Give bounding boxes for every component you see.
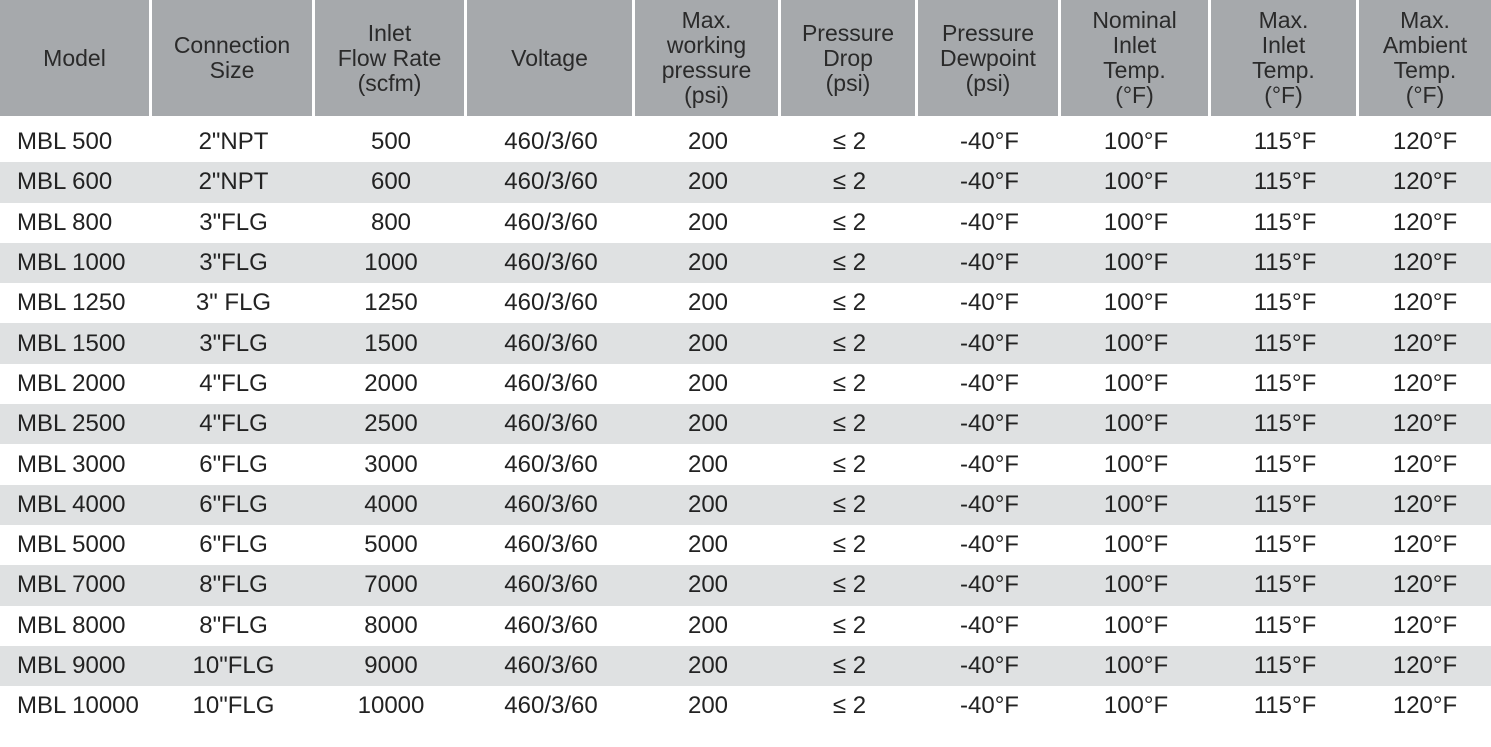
- cell-connection-size: 10"FLG: [152, 646, 315, 686]
- table-row: [0, 162, 1491, 202]
- cell-inlet-flow-rate: 1250: [315, 283, 467, 323]
- cell-pressure-dewpoint: -40°F: [918, 203, 1061, 243]
- cell-voltage: 460/3/60: [467, 203, 635, 243]
- cell-max-ambient-temp: 120°F: [1359, 162, 1491, 202]
- cell-max-ambient-temp: 120°F: [1359, 525, 1491, 565]
- cell-pressure-dewpoint: -40°F: [918, 444, 1061, 484]
- cell-inlet-flow-rate: 9000: [315, 646, 467, 686]
- cell-inlet-flow-rate: 800: [315, 203, 467, 243]
- cell-voltage: 460/3/60: [467, 283, 635, 323]
- cell-max-ambient-temp: 120°F: [1359, 116, 1491, 162]
- cell-max-inlet-temp: 115°F: [1211, 323, 1359, 363]
- cell-max-working-pressure: 200: [635, 243, 781, 283]
- cell-connection-size: 3"FLG: [152, 203, 315, 243]
- cell-max-ambient-temp: 120°F: [1359, 485, 1491, 525]
- cell-voltage: 460/3/60: [467, 116, 635, 162]
- table-row: [0, 525, 1491, 565]
- cell-max-ambient-temp: 120°F: [1359, 606, 1491, 646]
- cell-max-ambient-temp: 120°F: [1359, 404, 1491, 444]
- cell-max-ambient-temp: 120°F: [1359, 323, 1491, 363]
- cell-connection-size: 6"FLG: [152, 444, 315, 484]
- header-inlet-flow-rate: Inlet Flow Rate (scfm): [315, 0, 467, 116]
- cell-max-inlet-temp: 115°F: [1211, 404, 1359, 444]
- cell-max-working-pressure: 200: [635, 162, 781, 202]
- table-row: [0, 404, 1491, 444]
- table-body: [0, 116, 1491, 726]
- cell-nominal-inlet-temp: 100°F: [1061, 243, 1211, 283]
- cell-max-ambient-temp: 120°F: [1359, 686, 1491, 726]
- cell-inlet-flow-rate: 2500: [315, 404, 467, 444]
- cell-pressure-drop: ≤ 2: [781, 686, 918, 726]
- cell-max-working-pressure: 200: [635, 606, 781, 646]
- cell-max-working-pressure: 200: [635, 485, 781, 525]
- cell-max-inlet-temp: 115°F: [1211, 686, 1359, 726]
- cell-inlet-flow-rate: 8000: [315, 606, 467, 646]
- cell-model: MBL 3000: [0, 444, 152, 484]
- cell-voltage: 460/3/60: [467, 686, 635, 726]
- cell-max-working-pressure: 200: [635, 203, 781, 243]
- header-max-ambient-temp: Max. Ambient Temp. (°F): [1359, 0, 1491, 116]
- cell-voltage: 460/3/60: [467, 646, 635, 686]
- header-pressure-drop: Pressure Drop (psi): [781, 0, 918, 116]
- cell-connection-size: 4"FLG: [152, 364, 315, 404]
- cell-inlet-flow-rate: 10000: [315, 686, 467, 726]
- cell-nominal-inlet-temp: 100°F: [1061, 686, 1211, 726]
- cell-pressure-dewpoint: -40°F: [918, 364, 1061, 404]
- header-pressure-dewpoint: Pressure Dewpoint (psi): [918, 0, 1061, 116]
- cell-max-inlet-temp: 115°F: [1211, 283, 1359, 323]
- cell-connection-size: 2"NPT: [152, 116, 315, 162]
- cell-model: MBL 800: [0, 203, 152, 243]
- cell-inlet-flow-rate: 600: [315, 162, 467, 202]
- cell-pressure-drop: ≤ 2: [781, 116, 918, 162]
- cell-inlet-flow-rate: 4000: [315, 485, 467, 525]
- cell-voltage: 460/3/60: [467, 606, 635, 646]
- cell-pressure-dewpoint: -40°F: [918, 323, 1061, 363]
- cell-nominal-inlet-temp: 100°F: [1061, 203, 1211, 243]
- cell-max-inlet-temp: 115°F: [1211, 243, 1359, 283]
- table-row: [0, 485, 1491, 525]
- table-row: [0, 686, 1491, 726]
- header-row: [0, 0, 1491, 116]
- cell-max-inlet-temp: 115°F: [1211, 646, 1359, 686]
- cell-nominal-inlet-temp: 100°F: [1061, 283, 1211, 323]
- cell-pressure-drop: ≤ 2: [781, 283, 918, 323]
- cell-pressure-dewpoint: -40°F: [918, 243, 1061, 283]
- cell-pressure-drop: ≤ 2: [781, 364, 918, 404]
- cell-voltage: 460/3/60: [467, 444, 635, 484]
- cell-pressure-dewpoint: -40°F: [918, 525, 1061, 565]
- cell-nominal-inlet-temp: 100°F: [1061, 323, 1211, 363]
- cell-max-ambient-temp: 120°F: [1359, 444, 1491, 484]
- cell-nominal-inlet-temp: 100°F: [1061, 116, 1211, 162]
- cell-pressure-drop: ≤ 2: [781, 606, 918, 646]
- cell-inlet-flow-rate: 7000: [315, 565, 467, 605]
- cell-max-inlet-temp: 115°F: [1211, 203, 1359, 243]
- cell-max-working-pressure: 200: [635, 525, 781, 565]
- cell-pressure-drop: ≤ 2: [781, 565, 918, 605]
- cell-model: MBL 600: [0, 162, 152, 202]
- cell-pressure-dewpoint: -40°F: [918, 283, 1061, 323]
- header-connection-size: Connection Size: [152, 0, 315, 116]
- cell-nominal-inlet-temp: 100°F: [1061, 565, 1211, 605]
- cell-connection-size: 3"FLG: [152, 323, 315, 363]
- header-model: Model: [0, 0, 152, 116]
- cell-max-ambient-temp: 120°F: [1359, 203, 1491, 243]
- cell-voltage: 460/3/60: [467, 364, 635, 404]
- header-max-working-pressure: Max. working pressure (psi): [635, 0, 781, 116]
- cell-max-working-pressure: 200: [635, 646, 781, 686]
- cell-pressure-drop: ≤ 2: [781, 525, 918, 565]
- table-row: [0, 203, 1491, 243]
- cell-model: MBL 500: [0, 116, 152, 162]
- cell-model: MBL 1500: [0, 323, 152, 363]
- table-row: [0, 283, 1491, 323]
- cell-max-inlet-temp: 115°F: [1211, 162, 1359, 202]
- table-row: [0, 364, 1491, 404]
- cell-connection-size: 8"FLG: [152, 606, 315, 646]
- cell-nominal-inlet-temp: 100°F: [1061, 404, 1211, 444]
- cell-inlet-flow-rate: 2000: [315, 364, 467, 404]
- table-row: [0, 116, 1491, 162]
- cell-model: MBL 2500: [0, 404, 152, 444]
- cell-max-working-pressure: 200: [635, 686, 781, 726]
- cell-model: MBL 7000: [0, 565, 152, 605]
- cell-voltage: 460/3/60: [467, 243, 635, 283]
- table-row: [0, 444, 1491, 484]
- cell-inlet-flow-rate: 500: [315, 116, 467, 162]
- cell-inlet-flow-rate: 1500: [315, 323, 467, 363]
- cell-pressure-drop: ≤ 2: [781, 162, 918, 202]
- cell-model: MBL 8000: [0, 606, 152, 646]
- cell-voltage: 460/3/60: [467, 162, 635, 202]
- cell-pressure-dewpoint: -40°F: [918, 646, 1061, 686]
- cell-voltage: 460/3/60: [467, 323, 635, 363]
- cell-max-inlet-temp: 115°F: [1211, 606, 1359, 646]
- cell-nominal-inlet-temp: 100°F: [1061, 364, 1211, 404]
- cell-nominal-inlet-temp: 100°F: [1061, 606, 1211, 646]
- cell-inlet-flow-rate: 1000: [315, 243, 467, 283]
- cell-max-ambient-temp: 120°F: [1359, 646, 1491, 686]
- cell-connection-size: 3" FLG: [152, 283, 315, 323]
- cell-max-ambient-temp: 120°F: [1359, 364, 1491, 404]
- cell-voltage: 460/3/60: [467, 404, 635, 444]
- cell-inlet-flow-rate: 5000: [315, 525, 467, 565]
- cell-connection-size: 6"FLG: [152, 525, 315, 565]
- cell-inlet-flow-rate: 3000: [315, 444, 467, 484]
- cell-model: MBL 2000: [0, 364, 152, 404]
- table-row: [0, 646, 1491, 686]
- header-nominal-inlet-temp: Nominal Inlet Temp. (°F): [1061, 0, 1211, 116]
- cell-pressure-dewpoint: -40°F: [918, 565, 1061, 605]
- cell-max-inlet-temp: 115°F: [1211, 116, 1359, 162]
- cell-pressure-dewpoint: -40°F: [918, 116, 1061, 162]
- cell-pressure-drop: ≤ 2: [781, 444, 918, 484]
- cell-connection-size: 2"NPT: [152, 162, 315, 202]
- cell-model: MBL 9000: [0, 646, 152, 686]
- cell-max-working-pressure: 200: [635, 283, 781, 323]
- table-row: [0, 243, 1491, 283]
- cell-pressure-dewpoint: -40°F: [918, 485, 1061, 525]
- cell-max-inlet-temp: 115°F: [1211, 525, 1359, 565]
- cell-max-working-pressure: 200: [635, 444, 781, 484]
- cell-pressure-dewpoint: -40°F: [918, 162, 1061, 202]
- cell-max-inlet-temp: 115°F: [1211, 565, 1359, 605]
- table-row: [0, 323, 1491, 363]
- cell-pressure-dewpoint: -40°F: [918, 606, 1061, 646]
- cell-max-working-pressure: 200: [635, 364, 781, 404]
- cell-nominal-inlet-temp: 100°F: [1061, 646, 1211, 686]
- cell-max-inlet-temp: 115°F: [1211, 364, 1359, 404]
- cell-connection-size: 3"FLG: [152, 243, 315, 283]
- cell-pressure-drop: ≤ 2: [781, 323, 918, 363]
- table-row: [0, 565, 1491, 605]
- cell-nominal-inlet-temp: 100°F: [1061, 444, 1211, 484]
- cell-max-working-pressure: 200: [635, 565, 781, 605]
- cell-pressure-dewpoint: -40°F: [918, 686, 1061, 726]
- cell-model: MBL 1250: [0, 283, 152, 323]
- cell-model: MBL 1000: [0, 243, 152, 283]
- cell-max-inlet-temp: 115°F: [1211, 485, 1359, 525]
- cell-nominal-inlet-temp: 100°F: [1061, 485, 1211, 525]
- cell-model: MBL 4000: [0, 485, 152, 525]
- cell-pressure-drop: ≤ 2: [781, 646, 918, 686]
- cell-max-working-pressure: 200: [635, 116, 781, 162]
- cell-voltage: 460/3/60: [467, 565, 635, 605]
- cell-max-ambient-temp: 120°F: [1359, 565, 1491, 605]
- table-row: [0, 606, 1491, 646]
- table-header: [0, 0, 1491, 116]
- cell-voltage: 460/3/60: [467, 525, 635, 565]
- cell-connection-size: 6"FLG: [152, 485, 315, 525]
- cell-pressure-drop: ≤ 2: [781, 404, 918, 444]
- header-voltage: Voltage: [467, 0, 635, 116]
- cell-connection-size: 10"FLG: [152, 686, 315, 726]
- cell-voltage: 460/3/60: [467, 485, 635, 525]
- cell-connection-size: 4"FLG: [152, 404, 315, 444]
- cell-nominal-inlet-temp: 100°F: [1061, 162, 1211, 202]
- cell-model: MBL 5000: [0, 525, 152, 565]
- cell-max-ambient-temp: 120°F: [1359, 283, 1491, 323]
- cell-pressure-drop: ≤ 2: [781, 203, 918, 243]
- cell-connection-size: 8"FLG: [152, 565, 315, 605]
- cell-pressure-dewpoint: -40°F: [918, 404, 1061, 444]
- cell-model: MBL 10000: [0, 686, 152, 726]
- header-max-inlet-temp: Max. Inlet Temp. (°F): [1211, 0, 1359, 116]
- cell-pressure-drop: ≤ 2: [781, 243, 918, 283]
- cell-max-working-pressure: 200: [635, 404, 781, 444]
- cell-max-inlet-temp: 115°F: [1211, 444, 1359, 484]
- cell-max-ambient-temp: 120°F: [1359, 243, 1491, 283]
- cell-max-working-pressure: 200: [635, 323, 781, 363]
- cell-pressure-drop: ≤ 2: [781, 485, 918, 525]
- cell-nominal-inlet-temp: 100°F: [1061, 525, 1211, 565]
